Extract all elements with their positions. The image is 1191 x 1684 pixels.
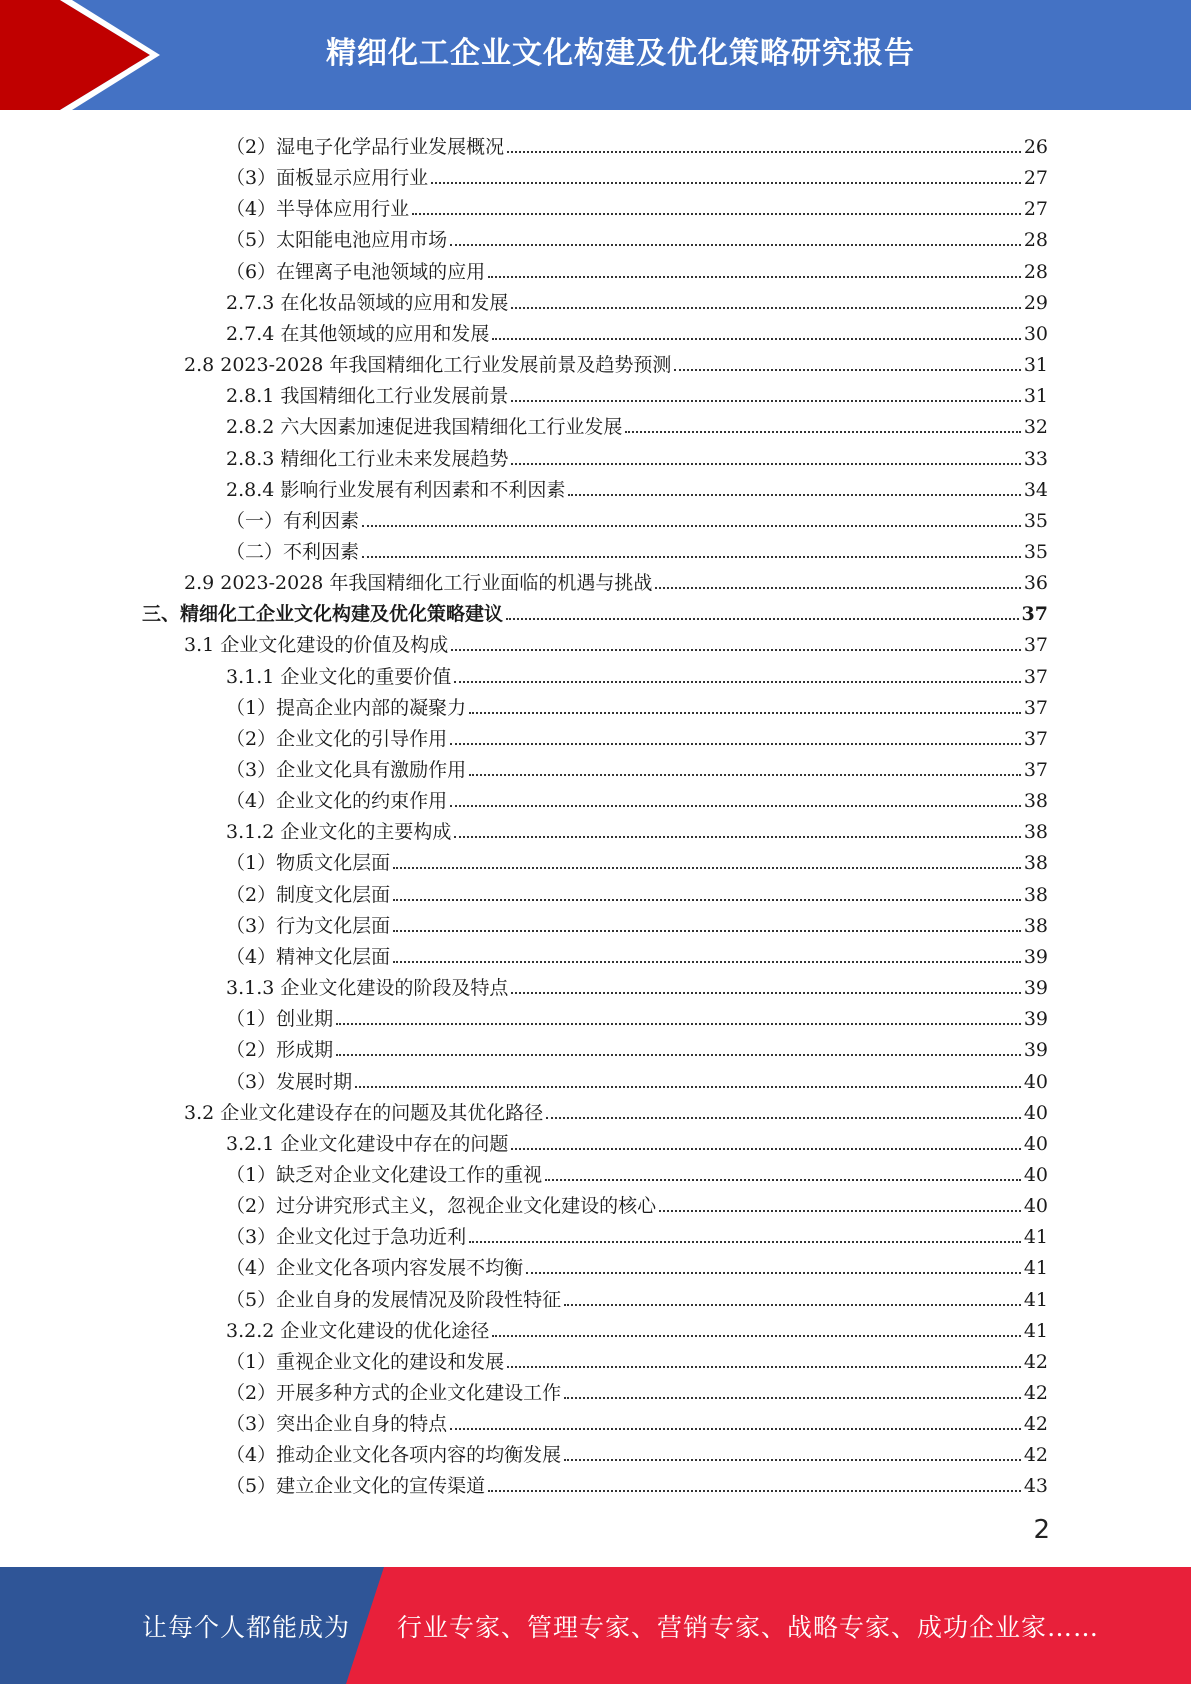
- toc-entry-title: （2）开展多种方式的企业文化建设工作: [226, 1382, 562, 1404]
- toc-entry-title: （4）企业文化各项内容发展不均衡: [226, 1257, 524, 1280]
- toc-dot-leader: [526, 1272, 1021, 1274]
- toc-dot-leader: [355, 1086, 1021, 1088]
- toc-entry[interactable]: [226, 751, 1048, 782]
- toc-entry-page: 42: [1023, 1350, 1048, 1373]
- toc-entry-title: 2.8.2 六大因素加速促进我国精细化工行业发展: [226, 416, 623, 439]
- toc-entry[interactable]: [226, 128, 1048, 159]
- toc-dot-leader: [450, 1428, 1021, 1430]
- toc-entry-page: 42: [1023, 1413, 1048, 1436]
- toc-entry[interactable]: [184, 1094, 1048, 1125]
- toc-entry-title: （3）企业文化过于急功近利: [226, 1226, 467, 1249]
- toc-entry-page: 38: [1023, 914, 1048, 937]
- toc-dot-leader: [431, 182, 1021, 184]
- toc-entry-page: 35: [1023, 540, 1048, 563]
- toc-entry[interactable]: [226, 1436, 1048, 1467]
- toc-entry-title: 三、精细化工企业文化构建及优化策略建议: [142, 603, 504, 626]
- toc-entry-page: 30: [1023, 322, 1048, 345]
- toc-entry-page: 36: [1023, 572, 1048, 595]
- toc-entry[interactable]: [226, 440, 1048, 471]
- toc-entry-page: 41: [1023, 1226, 1048, 1249]
- page-footer: [0, 1567, 1191, 1684]
- page-number: 2: [1033, 1515, 1050, 1545]
- toc-entry-title: （3）发展时期: [226, 1070, 353, 1093]
- toc-dot-leader: [564, 1304, 1021, 1306]
- toc-dot-leader: [546, 1117, 1021, 1119]
- toc-dot-leader: [492, 1335, 1020, 1337]
- toc-entry[interactable]: [226, 502, 1048, 533]
- toc-entry[interactable]: [226, 533, 1048, 564]
- toc-dot-leader: [336, 1023, 1021, 1025]
- toc-entry-page: 32: [1023, 416, 1048, 439]
- toc-entry-title: 3.1 企业文化建设的价值及构成: [184, 634, 449, 657]
- toc-entry[interactable]: [226, 190, 1048, 221]
- toc-entry-title: （5）企业自身的发展情况及阶段性特征: [226, 1288, 562, 1311]
- toc-entry-page: 39: [1023, 1008, 1048, 1031]
- toc-dot-leader: [659, 1210, 1021, 1212]
- toc-entry-title: （2）过分讲究形式主义，忽视企业文化建设的核心: [226, 1195, 657, 1218]
- toc-entry-page: 31: [1023, 385, 1048, 408]
- toc-entry[interactable]: [226, 907, 1048, 938]
- toc-entry-page: 29: [1023, 291, 1048, 314]
- toc-entry-title: （6）在锂离子电池领域的应用: [226, 260, 486, 283]
- toc-dot-leader: [511, 1148, 1020, 1150]
- toc-entry-page: 38: [1023, 821, 1048, 844]
- toc-entry-title: 2.8 2023-2028 年我国精细化工行业发展前景及趋势预测: [184, 354, 672, 377]
- toc-entry-page: 27: [1023, 167, 1048, 190]
- toc-entry[interactable]: [226, 658, 1048, 689]
- toc-entry-page: 34: [1023, 478, 1048, 501]
- toc-dot-leader: [454, 836, 1020, 838]
- toc-entry-title: 3.1.3 企业文化建设的阶段及特点: [226, 977, 509, 1000]
- toc-entry-title: 3.2 企业文化建设存在的问题及其优化路径: [184, 1101, 544, 1124]
- toc-dot-leader: [454, 681, 1020, 683]
- toc-dot-leader: [511, 400, 1020, 402]
- toc-dot-leader: [488, 276, 1021, 278]
- toc-entry[interactable]: [226, 1343, 1048, 1374]
- toc-entry[interactable]: [184, 564, 1048, 595]
- toc-entry-title: 3.2.1 企业文化建设中存在的问题: [226, 1132, 509, 1155]
- toc-entry-page: 39: [1023, 945, 1048, 968]
- toc-entry-title: （二）不利因素: [226, 540, 360, 563]
- toc-dot-leader: [674, 369, 1020, 371]
- toc-entry-title: （1）物质文化层面: [226, 852, 391, 875]
- toc-entry-title: （2）制度文化层面: [226, 883, 391, 906]
- toc-entry-title: 3.2.2 企业文化建设的优化途径: [226, 1319, 490, 1342]
- toc-entry[interactable]: [226, 1405, 1048, 1436]
- toc-entry-title: （3）突出企业自身的特点: [226, 1413, 448, 1436]
- toc-entry-page: 37: [1023, 759, 1048, 781]
- toc-entry[interactable]: [226, 253, 1048, 284]
- toc-dot-leader: [393, 899, 1021, 901]
- toc-entry-title: （1）提高企业内部的凝聚力: [226, 696, 467, 719]
- toc-entry-title: （1）创业期: [226, 1008, 334, 1031]
- toc-dot-leader: [450, 805, 1021, 807]
- toc-dot-leader: [451, 649, 1021, 651]
- toc-entry-title: （5）太阳能电池应用市场: [226, 229, 448, 252]
- toc-entry[interactable]: [142, 595, 1048, 626]
- toc-entry-title: （4）半导体应用行业: [226, 198, 410, 221]
- toc-dot-leader: [450, 743, 1021, 745]
- toc-entry[interactable]: [226, 1187, 1048, 1218]
- page-header: [0, 0, 1191, 110]
- toc-entry-title: 2.7.4 在其他领域的应用和发展: [226, 322, 490, 345]
- toc-entry-page: 33: [1023, 447, 1048, 470]
- toc-entry[interactable]: [226, 315, 1048, 346]
- toc-dot-leader: [469, 712, 1021, 714]
- toc-entry-title: 3.1.2 企业文化的主要构成: [226, 821, 452, 844]
- toc-entry[interactable]: [226, 1063, 1048, 1094]
- toc-dot-leader: [393, 867, 1021, 869]
- toc-entry[interactable]: [226, 876, 1048, 907]
- report-title: 精细化工企业文化构建及优化策略研究报告: [326, 36, 915, 71]
- toc-entry-title: （4）企业文化的约束作用: [226, 790, 448, 813]
- toc-dot-leader: [412, 213, 1021, 215]
- toc-entry[interactable]: [226, 1218, 1048, 1249]
- toc-entry-page: 41: [1023, 1288, 1048, 1311]
- toc-entry-title: （5）建立企业文化的宣传渠道: [226, 1475, 486, 1498]
- toc-dot-leader: [450, 244, 1021, 246]
- toc-entry-page: 38: [1023, 883, 1048, 906]
- toc-entry-page: 40: [1023, 1070, 1048, 1093]
- toc-entry[interactable]: [226, 1031, 1048, 1062]
- toc-entry-page: 38: [1023, 790, 1048, 813]
- toc-entry-page: 37: [1023, 696, 1048, 719]
- toc-entry[interactable]: [226, 471, 1048, 502]
- toc-entry-page: 37: [1023, 665, 1048, 688]
- toc-entry[interactable]: [226, 720, 1048, 751]
- toc-entry-page: 26: [1023, 136, 1048, 158]
- toc-entry-title: （3）行为文化层面: [226, 914, 391, 937]
- toc-entry-title: （3）面板显示应用行业: [226, 167, 429, 190]
- toc-dot-leader: [511, 463, 1020, 465]
- toc-entry-page: 37: [1021, 603, 1048, 626]
- toc-dot-leader: [393, 961, 1021, 963]
- toc-entry-page: 40: [1023, 1195, 1048, 1218]
- toc-entry[interactable]: [226, 813, 1048, 844]
- toc-entry-title: 3.1.1 企业文化的重要价值: [226, 665, 452, 688]
- toc-entry-page: 40: [1023, 1101, 1048, 1124]
- toc-dot-leader: [545, 1179, 1021, 1181]
- toc-entry-title: 2.9 2023-2028 年我国精细化工行业面临的机遇与挑战: [184, 572, 653, 595]
- toc-entry-page: 37: [1023, 634, 1048, 657]
- toc-entry[interactable]: [226, 1467, 1048, 1498]
- toc-dot-leader: [507, 151, 1021, 153]
- toc-dot-leader: [511, 307, 1020, 309]
- toc-entry-title: （2）企业文化的引导作用: [226, 727, 448, 750]
- toc-entry-page: 37: [1023, 727, 1048, 750]
- toc-entry[interactable]: [226, 1249, 1048, 1280]
- toc-dot-leader: [511, 992, 1020, 994]
- footer-slogan-left: 让每个人都能成为: [142, 1612, 351, 1642]
- toc-entry-title: （1）重视企业文化的建设和发展: [226, 1350, 505, 1373]
- toc-entry-title: 2.8.1 我国精细化工行业发展前景: [226, 385, 509, 408]
- toc-entry[interactable]: [226, 408, 1048, 439]
- toc-entry[interactable]: [226, 1281, 1048, 1312]
- toc-entry[interactable]: [226, 689, 1048, 720]
- toc-entry[interactable]: [226, 1156, 1048, 1187]
- toc-entry-page: 28: [1023, 229, 1048, 252]
- toc-entry-title: （4）推动企业文化各项内容的均衡发展: [226, 1444, 562, 1467]
- toc-entry[interactable]: [226, 938, 1048, 969]
- toc-entry-page: 43: [1023, 1475, 1048, 1498]
- toc-entry[interactable]: [226, 1312, 1048, 1343]
- toc-entry-title: （2）形成期: [226, 1039, 334, 1062]
- toc-entry[interactable]: [226, 159, 1048, 190]
- toc-entry-title: （4）精神文化层面: [226, 945, 391, 968]
- toc-dot-leader: [393, 930, 1021, 932]
- toc-entry-page: 41: [1023, 1257, 1048, 1280]
- toc-entry-page: 39: [1023, 1039, 1048, 1062]
- toc-entry[interactable]: [226, 969, 1048, 1000]
- toc-entry[interactable]: [226, 1000, 1048, 1031]
- toc-dot-leader: [336, 1054, 1021, 1056]
- toc-dot-leader: [655, 587, 1020, 589]
- toc-entry-title: （一）有利因素: [226, 509, 360, 532]
- toc-entry-page: 39: [1023, 977, 1048, 1000]
- toc-entry[interactable]: [226, 782, 1048, 813]
- toc-dot-leader: [568, 494, 1020, 496]
- toc-entry-title: （3）企业文化具有激励作用: [226, 759, 467, 781]
- toc-entry-page: 42: [1023, 1444, 1048, 1467]
- toc-entry-page: 40: [1023, 1132, 1048, 1155]
- toc-dot-leader: [362, 525, 1021, 527]
- toc-entry-page: 28: [1023, 260, 1048, 283]
- toc-dot-leader: [488, 1490, 1021, 1492]
- toc-dot-leader: [362, 556, 1021, 558]
- toc-entry[interactable]: [226, 1374, 1048, 1405]
- toc-entry[interactable]: [226, 377, 1048, 408]
- toc-dot-leader: [625, 431, 1020, 433]
- toc-dot-leader: [564, 1459, 1021, 1461]
- toc-dot-leader: [506, 618, 1019, 620]
- toc-entry-page: 38: [1023, 852, 1048, 875]
- toc-entry[interactable]: [184, 346, 1048, 377]
- toc-entry[interactable]: [226, 284, 1048, 315]
- toc-entry-title: 2.8.3 精细化工行业未来发展趋势: [226, 447, 509, 470]
- toc-dot-leader: [469, 774, 1021, 776]
- toc-entry-page: 35: [1023, 509, 1048, 532]
- toc-dot-leader: [507, 1366, 1021, 1368]
- toc-entry[interactable]: [226, 1125, 1048, 1156]
- toc-entry-page: 42: [1023, 1382, 1048, 1404]
- footer-slogan-right: 行业专家、管理专家、营销专家、战略专家、成功企业家……: [397, 1612, 1100, 1642]
- toc-dot-leader: [469, 1241, 1021, 1243]
- toc-entry-title: 2.7.3 在化妆品领域的应用和发展: [226, 291, 509, 314]
- toc-entry-page: 27: [1023, 198, 1048, 221]
- toc-entry-page: 31: [1023, 354, 1048, 377]
- toc-entry-title: 2.8.4 影响行业发展有利因素和不利因素: [226, 478, 566, 501]
- toc-entry-page: 41: [1023, 1319, 1048, 1342]
- toc-entry[interactable]: [184, 626, 1048, 657]
- toc-dot-leader: [564, 1397, 1021, 1399]
- toc-entry-title: （2）湿电子化学品行业发展概况: [226, 136, 505, 158]
- toc-entry-page: 40: [1023, 1163, 1048, 1186]
- toc-entry-title: （1）缺乏对企业文化建设工作的重视: [226, 1163, 543, 1186]
- toc-entry[interactable]: [226, 221, 1048, 252]
- toc-dot-leader: [492, 338, 1020, 340]
- toc-entry[interactable]: [226, 844, 1048, 875]
